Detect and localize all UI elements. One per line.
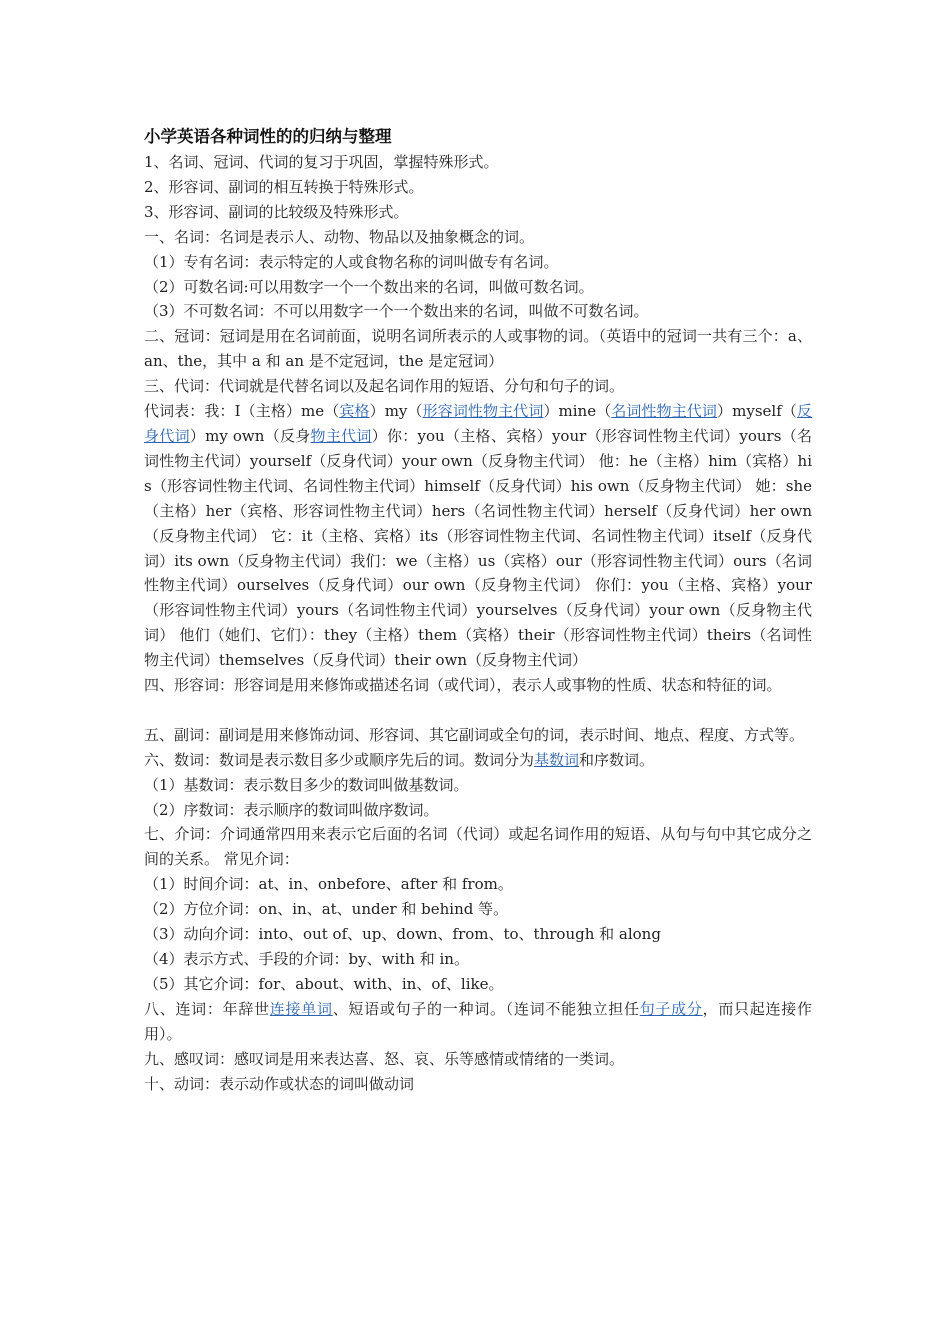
text-run: ）mine（ <box>543 402 612 421</box>
text-run: （2）方位介词：on、in、at、under 和 behind 等。 <box>144 900 509 919</box>
hyperlink[interactable]: 形容词性物主代词 <box>422 402 544 421</box>
paragraph <box>144 872 812 897</box>
paragraph <box>144 225 812 250</box>
text-run: 、短语或句子的一种词。（连词不能独立担任 <box>332 999 640 1018</box>
document-body <box>144 150 812 1096</box>
paragraph <box>144 324 812 374</box>
text-run: 一、名词：名词是表示人、动物、物品以及抽象概念的词。 <box>144 227 535 246</box>
text-run: ）my（ <box>369 402 423 421</box>
text-run: 和序数词。 <box>579 750 655 769</box>
blank-line <box>144 698 812 723</box>
text-run: 十、动词：表示动作或状态的词叫做动词 <box>144 1074 415 1093</box>
document-page <box>144 124 812 1096</box>
hyperlink[interactable]: 基数词 <box>534 750 580 769</box>
hyperlink[interactable]: 物主代词 <box>310 426 372 445</box>
text-run: 七、介词：介词通常四用来表示它后面的名词（代词）或起名词作用的短语、从句与句中其它成分之间的关系。 常见介词： <box>144 825 812 869</box>
paragraph <box>144 673 812 698</box>
hyperlink[interactable]: 宾格 <box>339 402 370 421</box>
paragraph <box>144 822 812 872</box>
text-run: （2）序数词：表示顺序的数词叫做序数词。 <box>144 800 439 819</box>
paragraph <box>144 897 812 922</box>
paragraph <box>144 723 812 748</box>
text-run: 四、形容词：形容词是用来修饰或描述名词（或代词），表示人或事物的性质、状态和特征的词。 <box>144 676 782 695</box>
document-title: 小学英语各种词性的的归纳与整理 <box>144 127 392 146</box>
paragraph <box>144 1047 812 1072</box>
hyperlink[interactable]: 反身代词 <box>144 402 812 445</box>
paragraph <box>144 1072 812 1097</box>
text-run: （3）不可数名词：不可以用数字一个一个数出来的名词，叫做不可数名词。 <box>144 302 649 321</box>
paragraph <box>144 773 812 798</box>
paragraph <box>144 275 812 300</box>
text-run: ）my own（反身 <box>189 426 311 445</box>
paragraph <box>144 175 812 200</box>
paragraph <box>144 997 812 1047</box>
text-run: ）你：you（主格、宾格）your（形容词性物主代词）yours（名词性物主代词）yourself（反身代词）your own（反身物主代词） 他：he（主格）him（宾格）his（形容词性物主代词、名词性物主代词）himself（反身代词）his own（反身物主代词） 她：she（主格）her（宾格、形容词性物主代词）hers（名词性物主代词）herself（反身代词）her own（反身物主代词） 它：it（主格、宾格）its（形容词性物主代词、名词性物主代词）itself（反身代词）its own（反身物主代词）我们：we（主格）us（宾格）our（形容词性物主代词）ours（名词性物主代词）ourselves（反身代词）our own（反身物主代词） 你们：you（主格、宾格）your（形容词性物主代词）yours（名词性物主代词）yourselves（反身代词）your own（反身物主代词） 他们（她们、它们）：they（主格）them（宾格）their（形容词性物主代词）theirs（名词性物主代词）themselves（反身代词）their own（反身物主代词） <box>144 426 812 670</box>
paragraph <box>144 374 812 399</box>
text-run: 代词表：我：I（主格）me（ <box>144 402 340 421</box>
text-run: 1、名词、冠词、代词的复习于巩固，掌握特殊形式。 <box>144 153 499 171</box>
text-run: 六、数词：数词是表示数目多少或顺序先后的词。数词分为 <box>144 750 535 769</box>
paragraph <box>144 748 812 773</box>
hyperlink[interactable]: 句子成分 <box>639 999 703 1018</box>
paragraph <box>144 922 812 947</box>
text-run: （4）表示方式、手段的介词：by、with 和 in。 <box>144 949 469 968</box>
text-run: 八、连词：年辞世 <box>144 999 270 1018</box>
text-run: （2）可数名词:可以用数字一个一个数出来的名词，叫做可数名词。 <box>144 277 594 296</box>
paragraph <box>144 250 812 275</box>
paragraph <box>144 798 812 823</box>
paragraph <box>144 299 812 324</box>
paragraph <box>144 399 812 673</box>
paragraph <box>144 150 812 175</box>
text-run: 三、代词：代词就是代替名词以及起名词作用的短语、分句和句子的词。 <box>144 377 625 396</box>
text-run: 五、副词：副词是用来修饰动词、形容词、其它副词或全句的词，表示时间、地点、程度、方式等。 <box>144 725 805 744</box>
hyperlink[interactable]: 连接单词 <box>269 999 333 1018</box>
text-run: （1）时间介词：at、in、onbefore、after 和 from。 <box>144 875 513 894</box>
text-run: 3、形容词、副词的比较级及特殊形式。 <box>144 202 409 221</box>
paragraph <box>144 947 812 972</box>
text-run: 二、冠词：冠词是用在名词前面，说明名词所表示的人或事物的词。（英语中的冠词一共有三个：a、an、the，其中 a 和 an 是不定冠词，the 是定冠词） <box>144 327 812 371</box>
text-run: （1）基数词：表示数目多少的数词叫做基数词。 <box>144 775 469 794</box>
text-run: 2、形容词、副词的相互转换于特殊形式。 <box>144 177 424 196</box>
paragraph <box>144 972 812 997</box>
text-run: （3）动向介词：into、out of、up、down、from、to、through 和 along <box>144 925 661 944</box>
text-run: 九、感叹词：感叹词是用来表达喜、怒、哀、乐等感情或情绪的一类词。 <box>144 1049 625 1068</box>
text-run: （5）其它介词：for、about、with、in、of、like。 <box>144 974 504 993</box>
paragraph <box>144 200 812 225</box>
text-run: ，而只起连接作用）。 <box>144 999 812 1043</box>
hyperlink[interactable]: 名词性物主代词 <box>611 402 718 421</box>
text-run: （1）专有名词：表示特定的人或食物名称的词叫做专有名词。 <box>144 252 559 271</box>
text-run: ）myself（ <box>717 402 797 421</box>
